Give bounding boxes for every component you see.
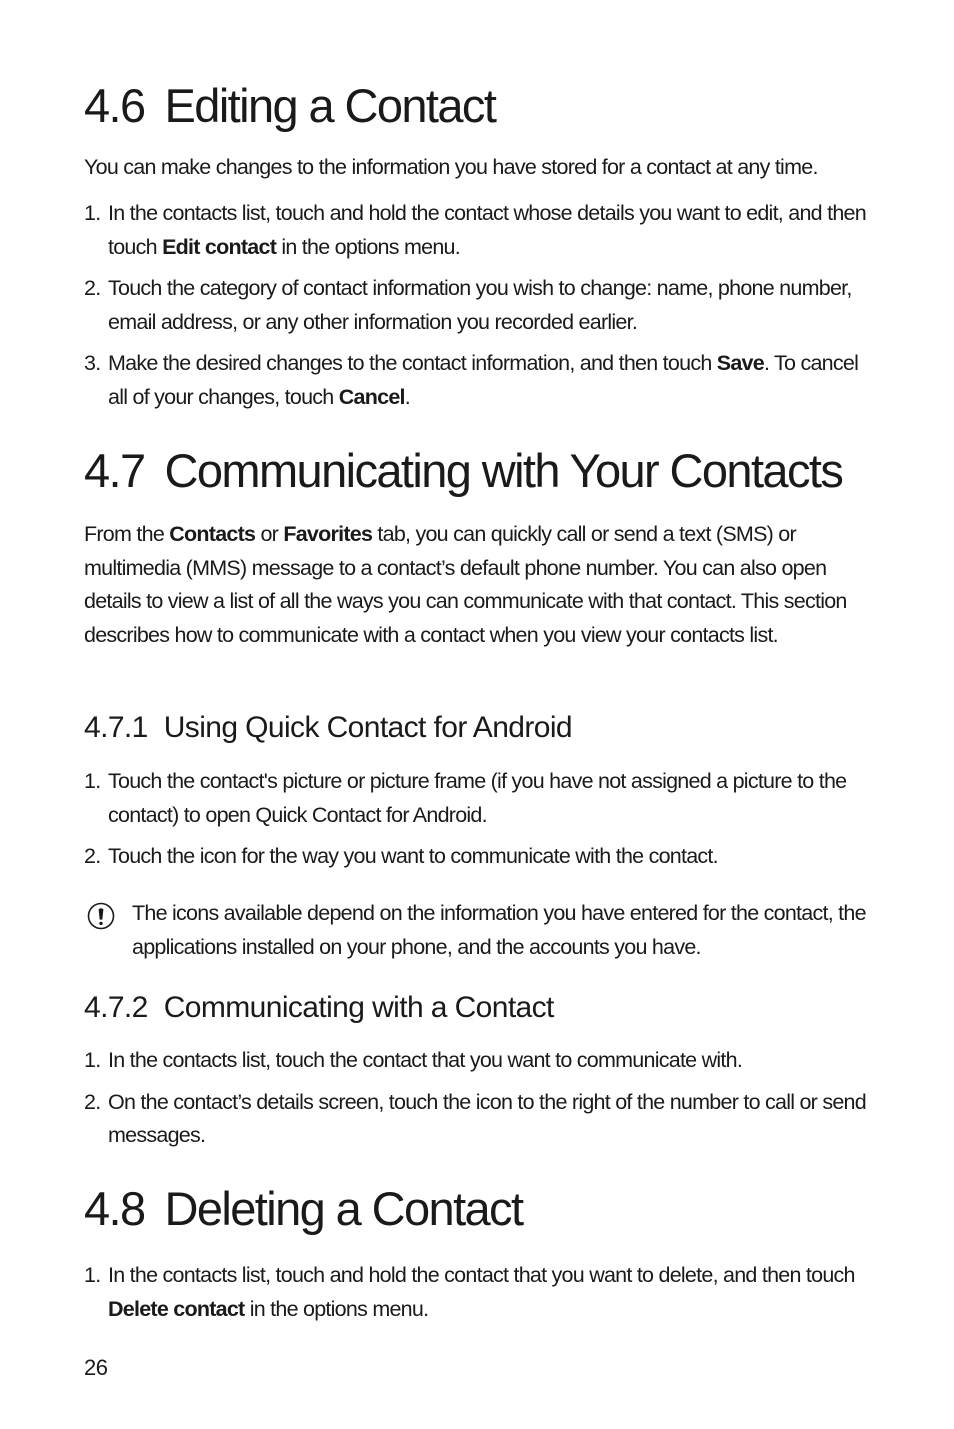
note-text: The icons available depend on the information you have entered for the contact, the applications installed on your phone, and the accounts you have. xyxy=(132,901,866,959)
subsection-number: 4.7.1 xyxy=(84,711,148,744)
section-number: 4.8 xyxy=(84,1182,145,1235)
section-intro: You can make changes to the information you have stored for a contact at any time. xyxy=(84,155,818,179)
tip-icon xyxy=(86,901,116,931)
list-item: 2. Touch the icon for the way you want to communicate with the contact. xyxy=(84,840,874,874)
note-callout xyxy=(84,897,922,964)
steps-list-4-7-2 xyxy=(84,1044,874,1153)
list-marker: 1. xyxy=(84,1048,101,1072)
ui-term-cancel: Cancel xyxy=(338,384,405,409)
ui-term-delete-contact: Delete contact xyxy=(108,1296,245,1321)
subsection-title: Using Quick Contact for Android xyxy=(163,711,573,744)
subsection-heading-4-7-1 xyxy=(84,711,572,745)
section-title: Editing a Contact xyxy=(164,79,496,132)
section-title: Deleting a Contact xyxy=(164,1182,523,1235)
section-heading-4-7 xyxy=(84,443,842,498)
section-heading-4-8 xyxy=(84,1181,522,1236)
list-item: 3. Make the desired changes to the contact information, and then touch Save. To cancel all of your changes, touch Cancel. xyxy=(84,347,874,414)
list-marker: 1. xyxy=(84,769,101,793)
ui-term-contacts: Contacts xyxy=(169,522,256,546)
steps-list-4-8 xyxy=(84,1259,874,1326)
ui-term-save: Save xyxy=(716,351,764,375)
list-item: 2. Touch the category of contact information you wish to change: name, phone number, email address, or any other information you recorded earlier. xyxy=(84,272,874,339)
section-number: 4.6 xyxy=(84,79,145,132)
section-title: Communicating with Your Contacts xyxy=(164,444,843,497)
list-item: 1. In the contacts list, touch and hold the contact whose details you want to edit, and then touch Edit contact in the options menu. xyxy=(84,197,874,264)
list-marker: 2. xyxy=(84,276,101,300)
ui-term-favorites: Favorites xyxy=(283,522,373,546)
list-marker: 3. xyxy=(84,351,101,375)
subsection-number: 4.7.2 xyxy=(84,991,148,1024)
list-item: 1. In the contacts list, touch the contact that you want to communicate with. xyxy=(84,1044,874,1078)
subsection-title: Communicating with a Contact xyxy=(163,991,554,1024)
page-number: 26 xyxy=(84,1355,108,1380)
steps-list-4-6 xyxy=(84,197,874,414)
list-marker: 1. xyxy=(84,1263,101,1287)
list-item: 1. Touch the contact's picture or picture frame (if you have not assigned a picture to the contact) to open Quick Contact for Android. xyxy=(84,765,874,832)
section-number: 4.7 xyxy=(84,444,145,497)
section-intro: From the Contacts or Favorites tab, you can quickly call or send a text (SMS) or multimedia (MMS) message to a contact’s default phone number. You can also open details to view a list of all the ways you can communicate with that contact. This section describes how to communicate with a contact when you view your contacts list. xyxy=(84,522,847,647)
list-marker: 1. xyxy=(84,201,101,225)
ui-term-edit-contact: Edit contact xyxy=(162,234,277,259)
list-item: 2. On the contact’s details screen, touch the icon to the right of the number to call or send messages. xyxy=(84,1086,874,1153)
section-heading-4-6 xyxy=(84,78,495,133)
steps-list-4-7-1 xyxy=(84,765,874,874)
list-item: 1. In the contacts list, touch and hold the contact that you want to delete, and then touch Delete contact in the options menu. xyxy=(84,1259,874,1326)
subsection-heading-4-7-2 xyxy=(84,991,554,1025)
list-marker: 2. xyxy=(84,1089,101,1114)
list-marker: 2. xyxy=(84,844,101,868)
